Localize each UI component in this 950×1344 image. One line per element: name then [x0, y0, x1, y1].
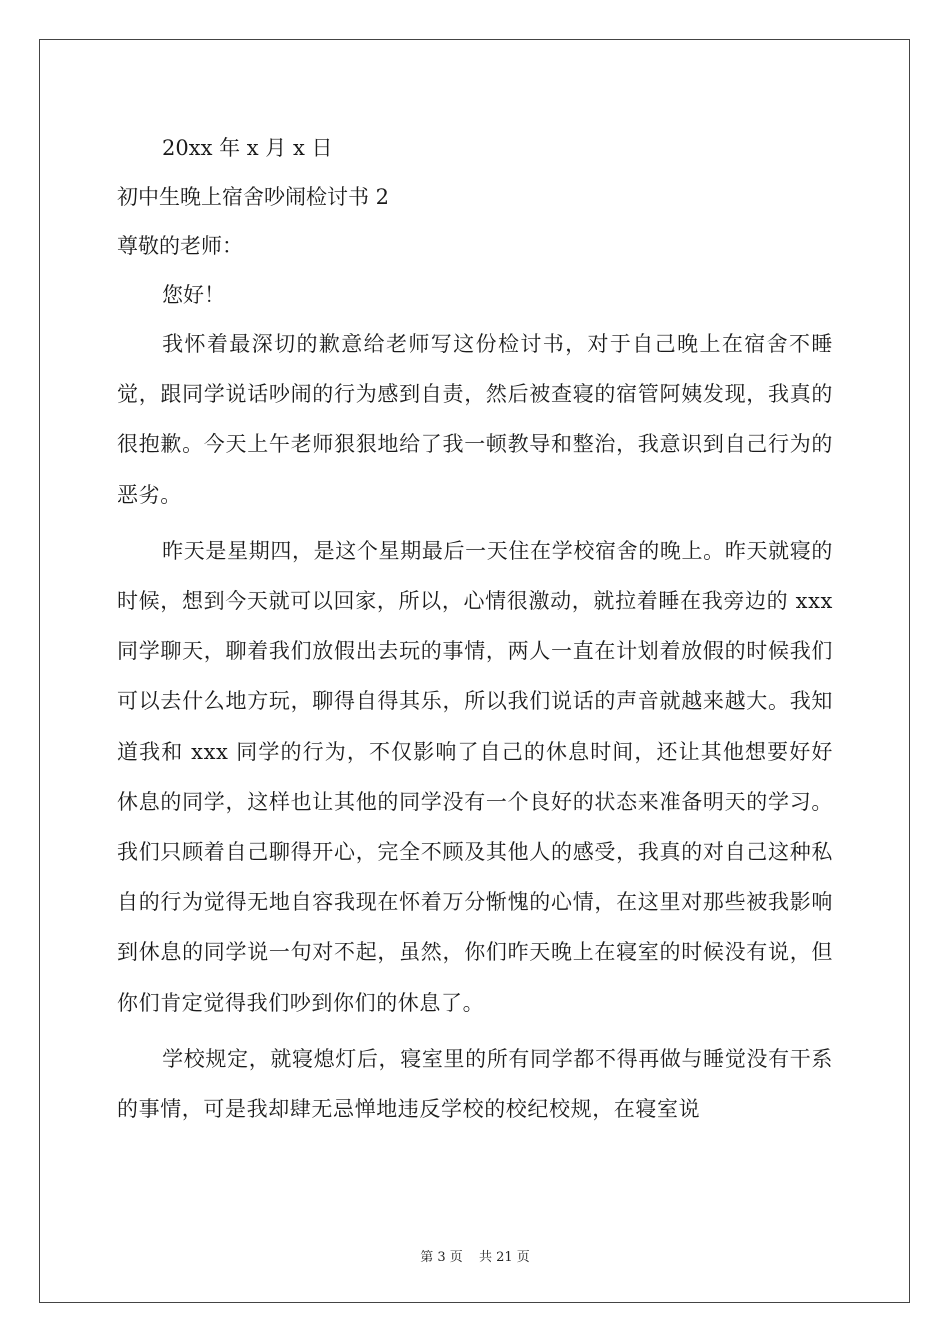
paragraph-2: 昨天是星期四，是这个星期最后一天住在学校宿舍的晚上。昨天就寝的时候，想到今天就可以回家，所以，心情很激动，就拉着睡在我旁边的 xxx 同学聊天，聊着我们放假出去玩的事情，两人一直在计划着放假的时候我们可以去什么地方玩，聊得自得其乐，所以我们说话的声音就越来越大。我知道我和 xxx 同学的行为，不仅影响了自己的休息时间，还让其他想要好好休息的同学，这样也让其他的同学没有一个良好的状态来准备明天的学习。我们只顾着自己聊得开心，完全不顾及其他人的感受，我真的对自己这种私自的行为觉得无地自容我现在怀着万分惭愧的心情，在这里对那些被我影响到休息的同学说一句对不起，虽然，你们昨天晚上在寝室的时候没有说，但你们肯定觉得我们吵到你们的休息了。: [117, 538, 833, 1015]
page-total: 共 21 页: [478, 1250, 530, 1265]
paragraph-3: 学校规定，就寝熄灯后，寝室里的所有同学都不得再做与睡觉没有干系的事情，可是我却肆无忌惮地违反学校的校纪校规，在寝室说: [117, 1046, 833, 1122]
page-footer: [0, 1246, 950, 1265]
date-line: 20xx 年 x 月 x 日: [162, 136, 333, 160]
page-number: 第 3 页: [420, 1250, 463, 1265]
paragraph-1: 我怀着最深切的歉意给老师写这份检讨书，对于自己晚上在宿舍不睡觉，跟同学说话吵闹的行为感到自责，然后被查寝的宿管阿姨发现，我真的很抱歉。今天上午老师狠狠地给了我一顿教导和整治，我意识到自己行为的恶劣。: [117, 332, 833, 507]
greeting: 您好！: [162, 283, 225, 307]
document-body: [117, 132, 833, 1134]
salutation: 尊敬的老师：: [117, 234, 243, 258]
document-title: 初中生晚上宿舍吵闹检讨书 2: [117, 185, 390, 209]
